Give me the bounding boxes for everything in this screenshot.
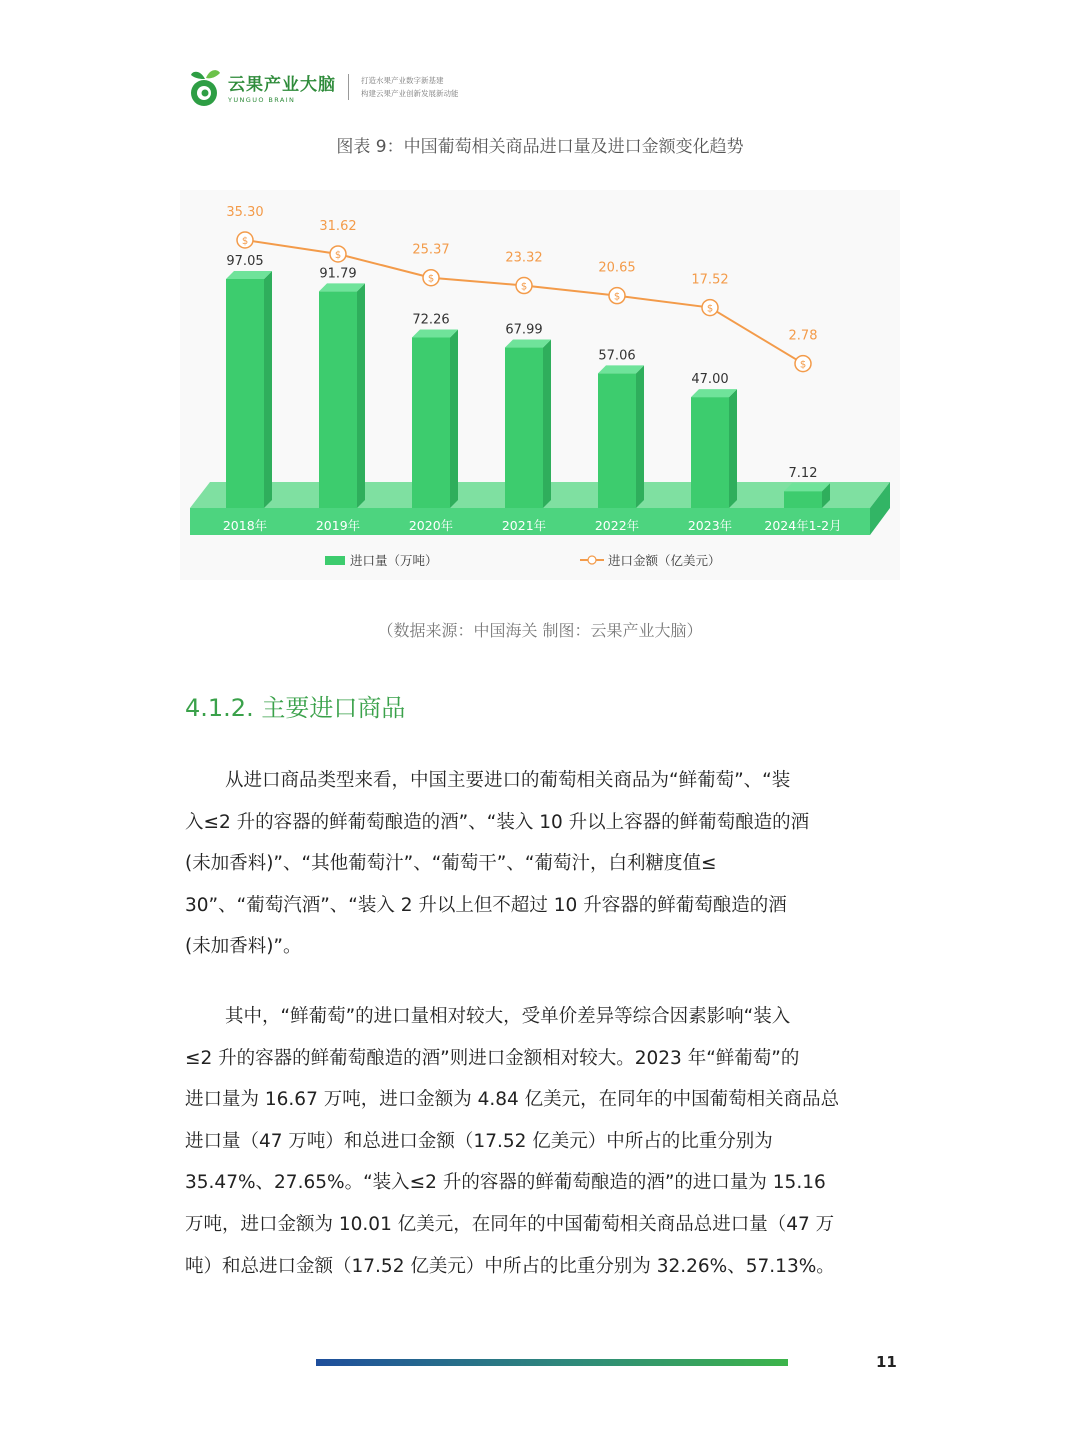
bar-top <box>784 483 830 491</box>
bar-value-label: 91.79 <box>319 266 357 282</box>
paragraph-line: 吨）和总进口金额（17.52 亿美元）中所占的比重分别为 32.26%、57.13%。 <box>185 1255 835 1277</box>
bar-side <box>729 389 737 508</box>
bar-value-label: 97.05 <box>226 253 264 269</box>
line-value-label: 20.65 <box>598 260 636 276</box>
bar-group <box>319 283 365 508</box>
bar-front <box>226 279 264 508</box>
bar-group <box>226 271 272 508</box>
bar-top <box>598 365 644 373</box>
logo-wordmark <box>228 70 336 104</box>
slogan-line-2: 构建云果产业创新发展新动能 <box>361 89 459 98</box>
category-label: 2019年 <box>315 518 361 533</box>
bar-front <box>784 491 822 508</box>
category-label: 2022年 <box>594 518 640 533</box>
bar-front <box>691 397 729 508</box>
bar-value-label: 67.99 <box>505 322 543 338</box>
bar-front <box>598 373 636 508</box>
paragraph-line: 进口量（47 万吨）和总进口金额（17.52 亿美元）中所占的比重分别为 <box>185 1130 773 1152</box>
paragraph-import-categories <box>185 760 895 968</box>
paragraph-import-details <box>185 996 895 1287</box>
figure-caption: 图表 9：中国葡萄相关商品进口量及进口金额变化趋势 <box>336 137 744 157</box>
page-header <box>188 62 459 112</box>
bar-value-label: 47.00 <box>691 372 729 388</box>
line-point-symbol: $ <box>706 303 714 315</box>
category-label: 2018年 <box>222 518 268 533</box>
bar-value-label: 72.26 <box>412 312 450 328</box>
bar-side <box>543 340 551 508</box>
bar-side <box>357 283 365 508</box>
paragraph-line: 30”、“葡萄汽酒”、“装入 2 升以上但不超过 10 升容器的鲜葡萄酿造的酒 <box>185 894 787 916</box>
paragraph-line: 万吨，进口金额为 10.01 亿美元，在同年的中国葡萄相关商品总进口量（47 万 <box>185 1213 835 1235</box>
slogan-line-1: 打造水果产业数字新基建 <box>361 76 444 85</box>
bar-side <box>264 271 272 508</box>
bar-value-label: 57.06 <box>598 348 636 364</box>
line-point-symbol: $ <box>520 281 528 293</box>
line-value-label: 35.30 <box>226 205 264 220</box>
line-value-label: 2.78 <box>788 328 818 344</box>
paragraph-line: (未加香料)”。 <box>185 936 302 958</box>
header-slogan <box>361 74 459 100</box>
bar-group <box>412 329 458 508</box>
bar-group <box>505 340 551 508</box>
bar-side <box>450 329 458 508</box>
bar-top <box>691 389 737 397</box>
bar-side <box>636 365 644 508</box>
line-point-symbol: $ <box>241 236 249 247</box>
legend-label-volume: 进口量（万吨） <box>350 553 438 568</box>
bar-front <box>412 337 450 508</box>
line-point-symbol: $ <box>613 291 621 303</box>
paragraph-line: 进口量为 16.67 万吨，进口金额为 4.84 亿美元，在同年的中国葡萄相关商品总 <box>185 1089 840 1111</box>
paragraph-line: 从进口商品类型来看，中国主要进口的葡萄相关商品为“鲜葡萄”、“装 <box>225 770 791 791</box>
legend-label-value: 进口金额（亿美元） <box>608 553 721 568</box>
bar-top <box>412 329 458 337</box>
paragraph-line: ≤2 升的容器的鲜葡萄酿造的酒”则进口金额相对较大。2023 年“鲜葡萄”的 <box>185 1047 800 1069</box>
category-label: 2020年 <box>408 518 454 533</box>
bar-front <box>319 291 357 508</box>
legend-swatch-volume <box>325 556 345 565</box>
paragraph-line: 其中，“鲜葡萄”的进口量相对较大，受单价差异等综合因素影响“装入 <box>225 1006 791 1027</box>
bar-top <box>226 271 272 279</box>
bar-value-label: 7.12 <box>788 466 818 482</box>
line-point-symbol: $ <box>799 359 807 371</box>
paragraph-line: (未加香料)”、“其他葡萄汁”、“葡萄干”、“葡萄汁，白利糖度值≤ <box>185 853 717 875</box>
page-number: 11 <box>876 1353 897 1371</box>
section-heading: 4.1.2. 主要进口商品 <box>185 694 406 722</box>
line-value-label: 31.62 <box>319 218 357 234</box>
legend-marker-value <box>588 556 596 564</box>
bar-group <box>784 483 830 508</box>
import-chart <box>180 190 900 580</box>
chart-area <box>180 190 900 580</box>
line-value-label: 23.32 <box>505 250 543 266</box>
category-label: 2023年 <box>687 518 733 533</box>
bar-front <box>505 348 543 508</box>
bar-top <box>505 340 551 348</box>
logo-icon <box>188 65 222 109</box>
header-divider <box>348 74 349 100</box>
brand-english-name: YUNGUO BRAIN <box>228 96 296 104</box>
footer-gradient-bar <box>316 1359 788 1366</box>
line-point-symbol: $ <box>427 273 435 285</box>
line-value-label: 25.37 <box>412 242 450 258</box>
bar-top <box>319 283 365 291</box>
bar-group <box>598 365 644 508</box>
brand-name: 云果产业大脑 <box>228 75 336 95</box>
category-label: 2021年 <box>501 518 547 533</box>
figure-source-note: （数据来源：中国海关 制图：云果产业大脑） <box>377 621 703 640</box>
paragraph-line: 入≤2 升的容器的鲜葡萄酿造的酒”、“装入 10 升以上容器的鲜葡萄酿造的酒 <box>185 811 810 833</box>
paragraph-line: 35.47%、27.65%。“装入≤2 升的容器的鲜葡萄酿造的酒”的进口量为 15.16 <box>185 1172 826 1194</box>
bar-group <box>691 389 737 508</box>
category-label: 2024年1-2月 <box>764 518 842 533</box>
line-point-symbol: $ <box>334 249 342 261</box>
line-value-label: 17.52 <box>691 272 729 288</box>
